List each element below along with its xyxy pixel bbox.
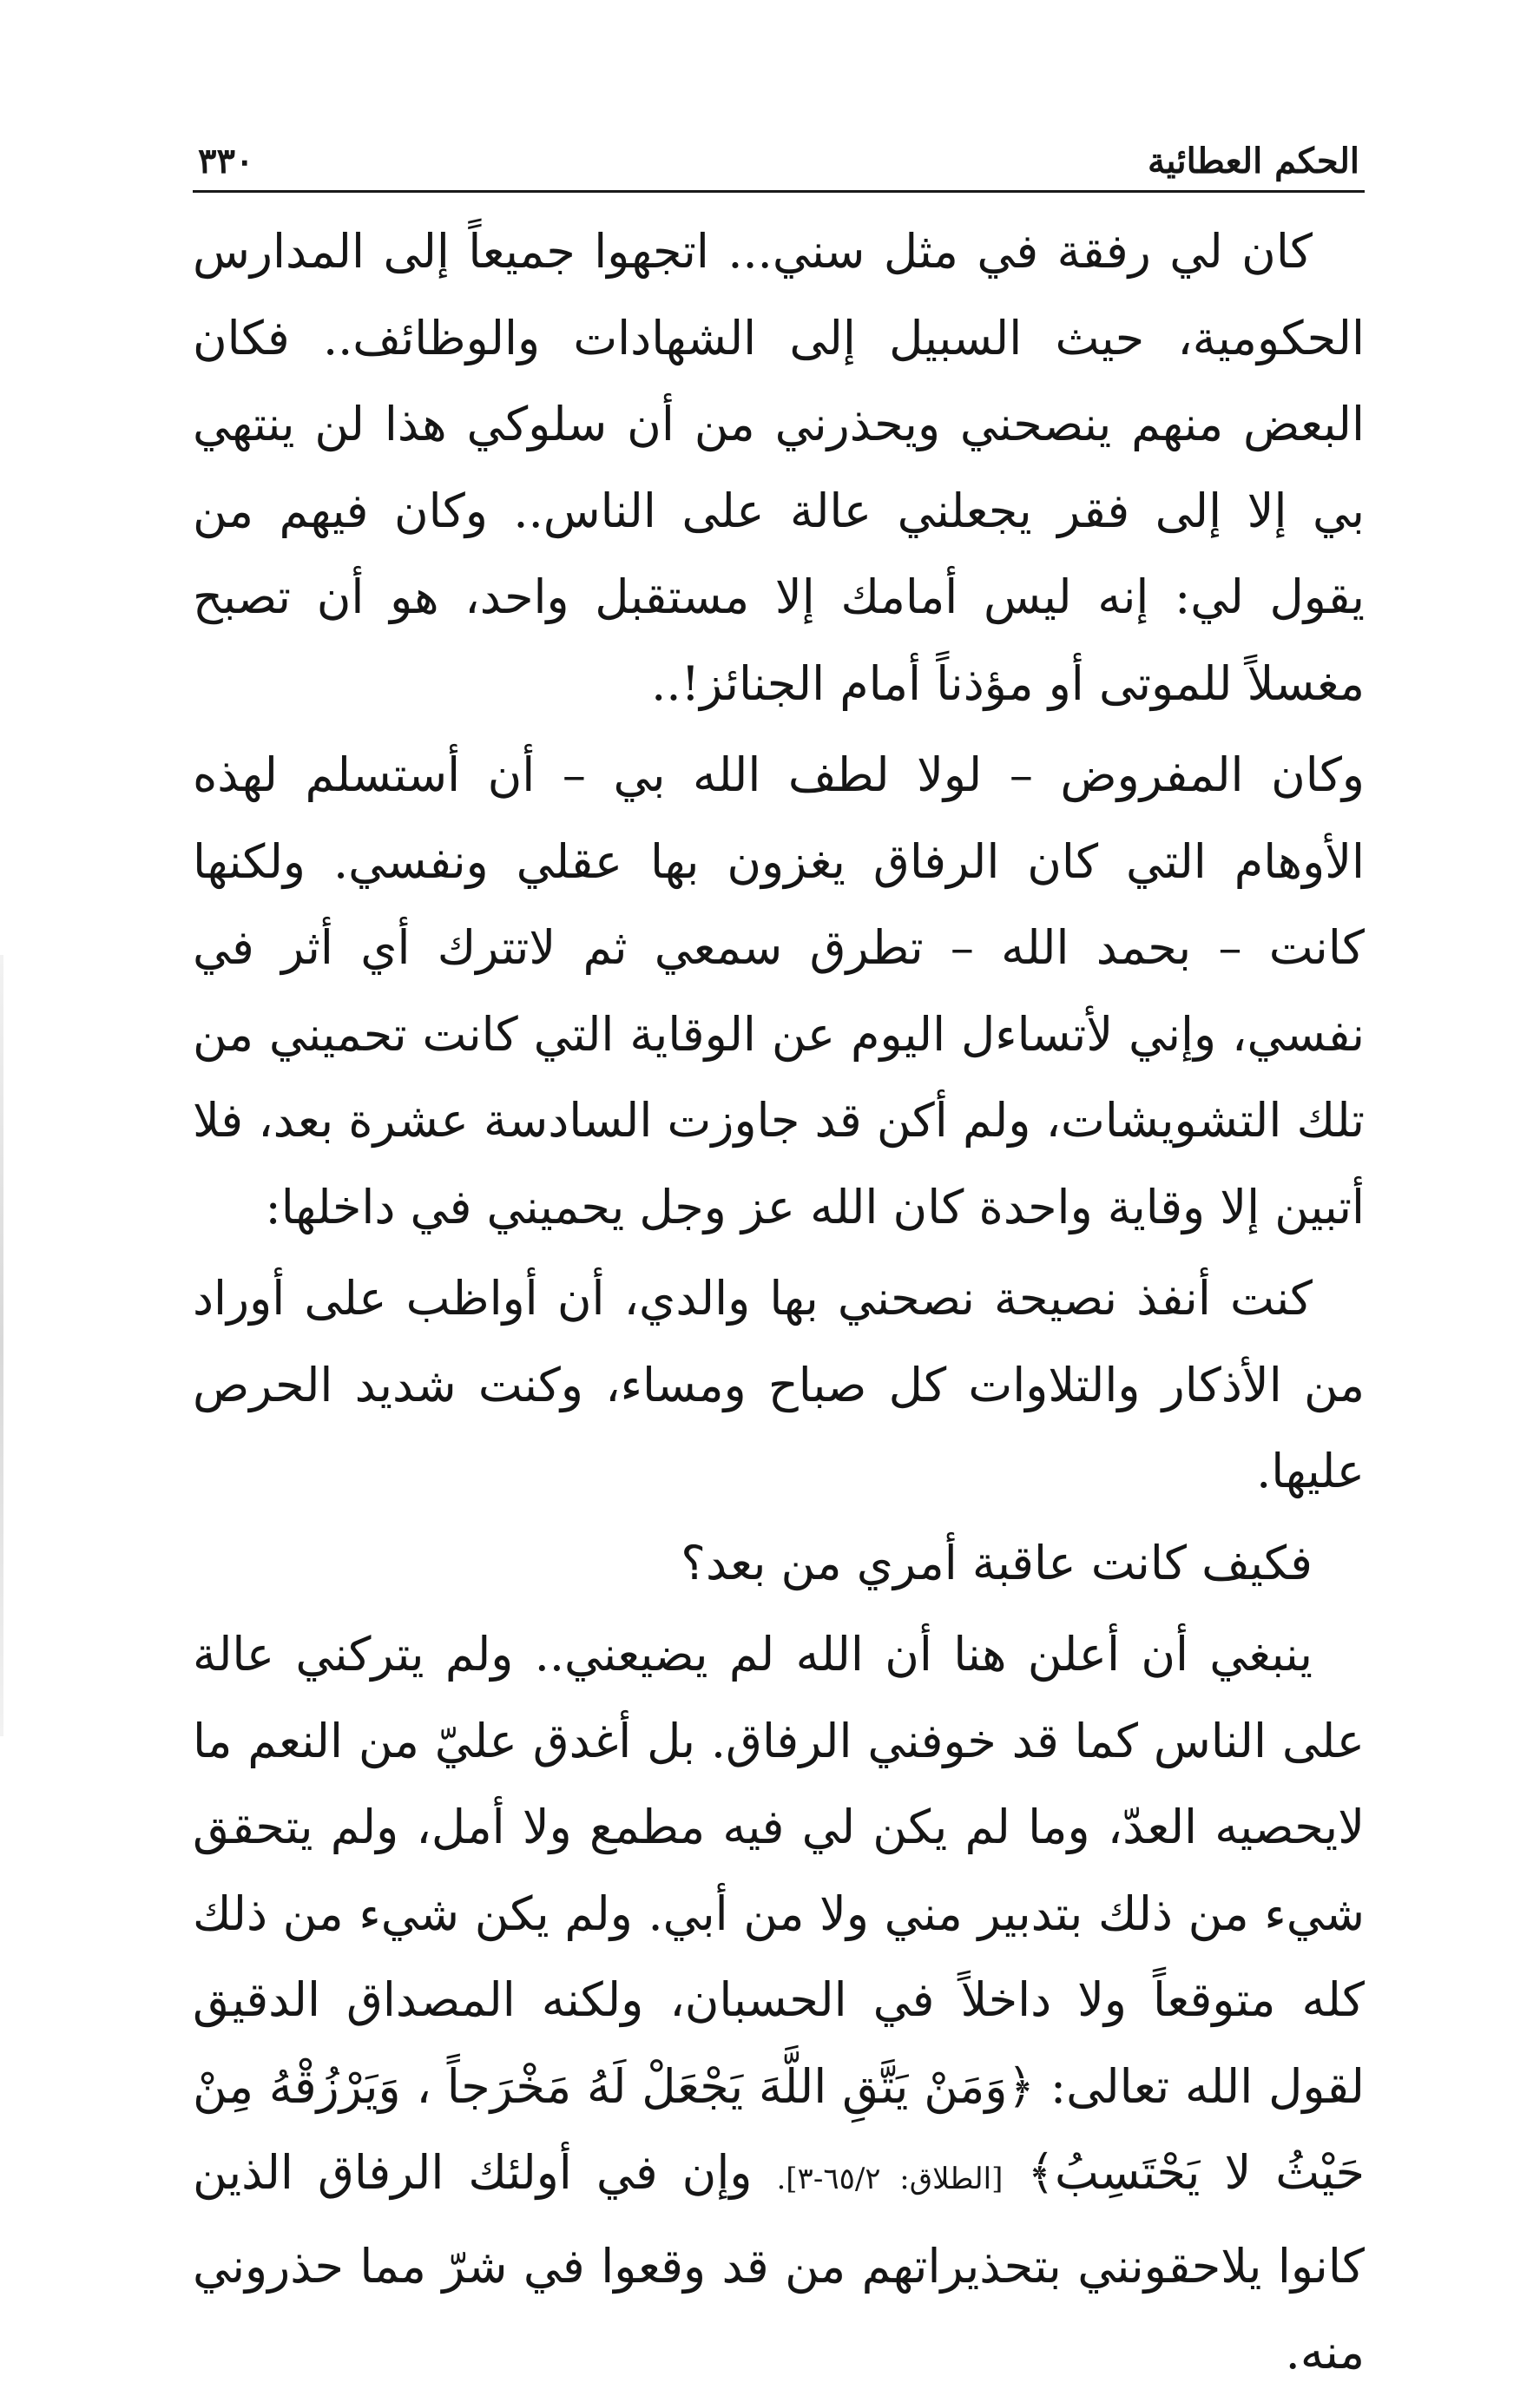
paragraph-1: كان لي رفقة في مثل سني... اتجهوا جميعاً إلى المدارس الحكومية، حيث السبيل إلى الشهادات والوظائف.. فكان البعض منهم ينصحني ويحذرني من أن سلوكي هذا لن ينتهي بي إلا إلى فقر يجعلني عالة على الناس.. وكان فيهم من يقول لي: إنه ليس أمامك إلا مستقبل واحد، هو أن تصبح مغسلاً للموتى أو مؤذناً أمام الجنائز!.. (193, 224, 1365, 711)
paragraph-4: فكيف كانت عاقبة أمري من بعد؟ (681, 1535, 1313, 1590)
book-page (193, 122, 1365, 2396)
verse-reference: [الطلاق: ٦٥/٢-٣]. (776, 2162, 1004, 2196)
paragraph-5 (193, 1611, 1365, 2396)
page-edge-shadow (0, 955, 3, 1736)
page-header (193, 122, 1365, 193)
paragraph-5-text: ينبغي أن أعلن هنا أن الله لم يضيعني.. ولم يتركني عالة على الناس كما قد خوفني الرفاق. بل أغدق عليّ من النعم ما لايحصيه العدّ، وما لم يكن لي فيه مطمع ولا أمل، ولم يتحقق شيء من ذلك بتدبير مني ولا من أبي. ولم يكن شيء من ذلك كله متوقعاً ولا داخلاً في الحسبان، ولكنه المصداق الدقيق لقول الله تعالى: (193, 1627, 1365, 2114)
paragraph-5-ending: وإن في أولئك الرفاق الذين كانوا يلاحقونني بتحذيراتهم من قد وقعوا في شرّ مما حذروني منه. (193, 2145, 1365, 2380)
running-title: الحكم العطائية (1147, 141, 1359, 181)
paragraph-3: كنت أنفذ نصيحة نصحني بها والدي، أن أواظب على أوراد من الأذكار والتلاوات كل صباح ومساء، وكنت شديد الحرص عليها. (193, 1271, 1365, 1498)
paragraph-2: وكان المفروض – لولا لطف الله بي – أن أستسلم لهذه الأوهام التي كان الرفاق يغزون بها عقلي ونفسي. ولكنها كانت – بحمد الله – تطرق سمعي ثم لاتترك أي أثر في نفسي، وإني لأتساءل اليوم عن الوقاية التي كانت تحميني من تلك التشويشات، ولم أكن قد جاوزت السادسة عشرة بعد، فلا أتبين إلا وقاية واحدة كان الله عز وجل يحميني في داخلها: (193, 747, 1365, 1234)
quran-verse: ﴿وَمَنْ يَتَّقِ اللَّهَ يَجْعَلْ لَهُ مَخْرَجاً ، وَيَرْزُقْهُ مِنْ حَيْثُ لا يَحْتَسِبُ﴾ (193, 2058, 1365, 2200)
page-number: ٣٣٠ (198, 141, 254, 181)
body-text (193, 208, 1365, 2396)
